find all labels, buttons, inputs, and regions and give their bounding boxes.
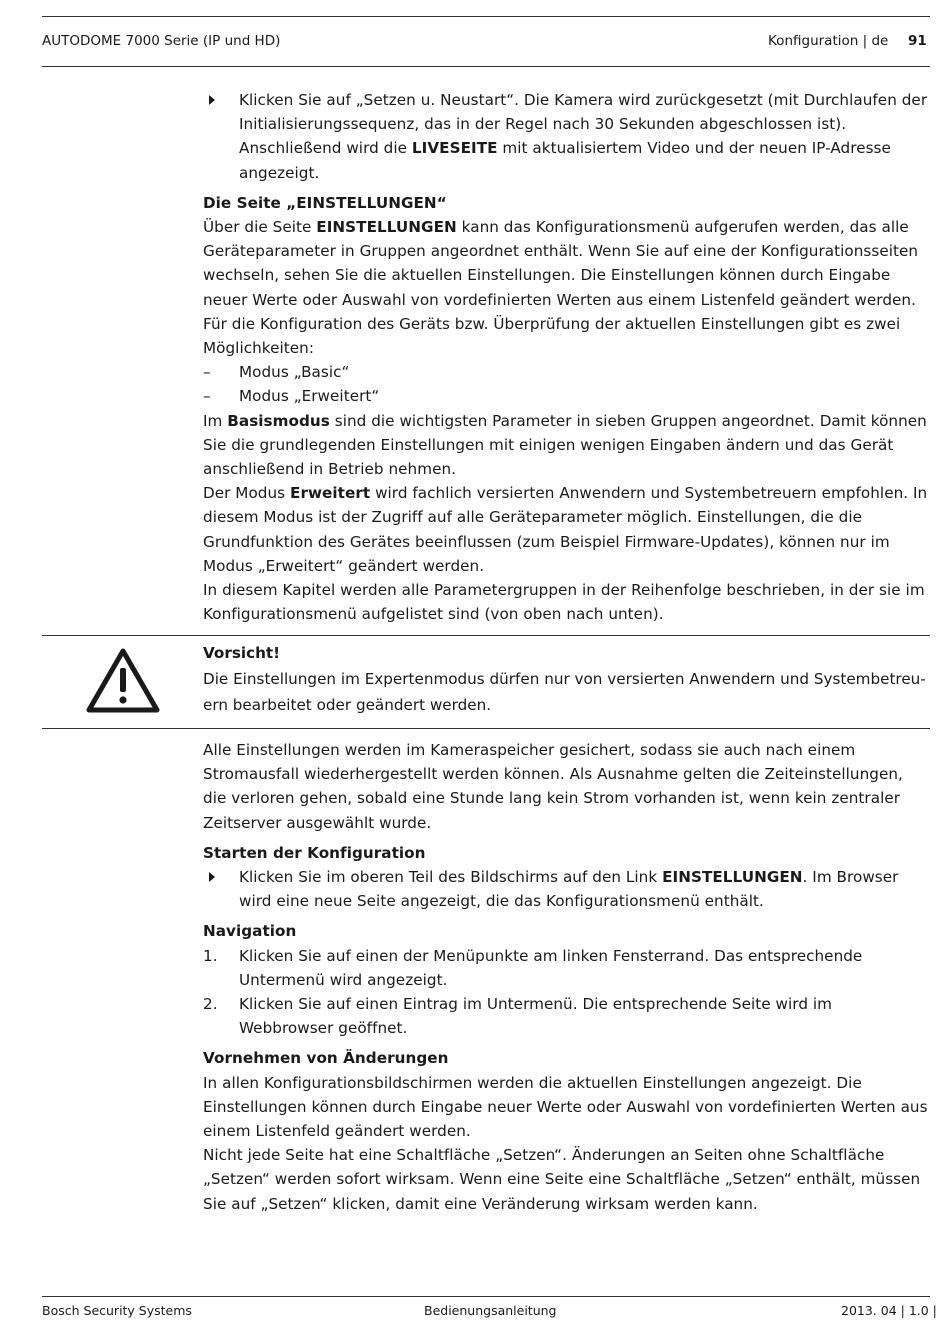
paragraph-erweitert: Der Modus Erweitert wird fachlich versierten Anwendern und Systembetreuern empfohlen. In diesem Modus ist der Zugriff auf alle Geräteparameter möglich. Einstellungen, die die Grundfunktion des Gerätes beeinflussen (zum Beispiel Firmware-Updates), können nur im Modus „Erweitert“ geändert werden. <box>203 484 928 575</box>
section-heading-navigation: Navigation <box>203 922 297 941</box>
item-number: 2. <box>203 995 218 1014</box>
instruction-step-start: Klicken Sie im oberen Teil des Bildschirms auf den Link EINSTELLUNGEN. Im Browser wird eine neue Seite angezeigt, die das Konfigurationsmenü enthält. <box>203 865 931 913</box>
section-heading-einstellungen: Die Seite „EINSTELLUNGEN“ <box>203 193 447 212</box>
notice-title: Vorsicht! <box>203 644 281 662</box>
notice-text: Die Einstellungen im Expertenmodus dürfen nur von versierten Anwendern und Systembetreuern bearbeitet oder geändert werden. <box>203 670 926 714</box>
instruction-step: Klicken Sie auf „Setzen u. Neustart“. Die Kamera wird zurückgesetzt (mit Durchlaufen der Initialisierungssequenz, das in der Regel nach 30 Sekunden abgeschlossen ist). Anschließend wird die LIVESEITE mit aktualisiertem Video und der neuen IP-Adresse angezeigt. <box>203 88 931 185</box>
paragraph-chapter: In diesem Kapitel werden alle Parametergruppen in der Reihenfolge beschrieben, in der sie im Konfigurationsmenü aufgelistet sind (von oben nach unten). <box>203 581 925 624</box>
warning-icon <box>84 646 162 716</box>
footer-company: Bosch Security Systems <box>42 1303 192 1318</box>
item-number: 1. <box>203 946 218 965</box>
paragraph-changes-2: Nicht jede Seite hat eine Schaltfläche „Setzen“. Änderungen an Seiten ohne Schaltfläche „Setzen“ werden sofort wirksam. Wenn eine Seite eine Schaltfläche „Setzen“ enthält, müssen Sie auf „Setzen“ klicken, damit eine Veränderung wirksam werden kann. <box>203 1146 921 1213</box>
list-item-basic: – Modus „Basic“ <box>203 360 931 384</box>
footer-rule <box>42 1296 930 1297</box>
content-block-1 <box>203 88 931 626</box>
paragraph-basismodus: Im Basismodus sind die wichtigsten Parameter in sieben Gruppen angeordnet. Damit können Sie die grundlegenden Einstellungen mit einigen wenigen Eingaben ändern und das Gerät anschließend in Betrieb nehmen. <box>203 411 927 479</box>
section-heading-start: Starten der Konfiguration <box>203 843 426 862</box>
paragraph-storage: Alle Einstellungen werden im Kameraspeicher gesichert, sodass sie auch nach einem Stromausfall wiederhergestellt werden können. Als Ausnahme gelten die Zeiteinstellungen, die verloren gehen, sobald eine Stunde lang kein Strom vorhanden ist, wenn kein zentraler Zeitserver ausgewählt wurde. <box>203 741 903 832</box>
dash-marker: – <box>203 387 211 406</box>
page-number: 91 <box>908 33 927 49</box>
notice-top-rule <box>42 635 930 636</box>
content-block-2 <box>203 738 931 1216</box>
liveseite-term: LIVESEITE <box>411 139 498 158</box>
list-item-erweitert: – Modus „Erweitert“ <box>203 384 931 408</box>
numbered-item-1: 1. Klicken Sie auf einen der Menüpunkte am linken Fensterrand. Das entsprechende Untermenü wird angezeigt. <box>203 944 931 992</box>
section-label: Konfiguration | de <box>768 33 889 49</box>
header-bottom-rule <box>42 66 930 67</box>
step-arrow-icon <box>203 865 239 889</box>
numbered-item-2: 2. Klicken Sie auf einen Eintrag im Untermenü. Die entsprechende Seite wird im Webbrowser geöffnet. <box>203 992 931 1040</box>
section-heading-changes: Vornehmen von Änderungen <box>203 1049 449 1068</box>
notice-box <box>203 640 931 718</box>
footer-version: 2013. 04 | 1.0 | <box>841 1303 937 1318</box>
dash-marker: – <box>203 363 211 382</box>
paragraph-einstellungen: Über die Seite EINSTELLUNGEN kann das Konfigurationsmenü aufgerufen werden, das alle Geräteparameter in Gruppen angeordnet enthält. Wenn Sie auf eine der Konfigurationsseiten wechseln, sehen Sie die aktuellen Einstellungen. Die Einstellungen können durch Eingabe neuer Werte oder Auswahl von vordefinierten Werten aus einem Listenfeld geändert werden. <box>203 218 919 309</box>
paragraph-changes-1: In allen Konfigurationsbildschirmen werden die aktuellen Einstellungen angezeigt. Die Einstellungen können durch Eingabe neuer Werte oder Auswahl von vordefinierten Werten aus einem Listenfeld geändert werden. <box>203 1073 928 1141</box>
paragraph-options: Für die Konfiguration des Geräts bzw. Überprüfung der aktuellen Einstellungen gibt es zwei Möglichkeiten: <box>203 314 901 358</box>
header-top-rule <box>42 16 930 17</box>
footer-doc-type: Bedienungsanleitung <box>424 1303 557 1318</box>
document-title: AUTODOME 7000 Serie (IP und HD) <box>42 33 281 49</box>
notice-bottom-rule <box>42 728 930 729</box>
step-arrow-icon <box>203 88 239 112</box>
